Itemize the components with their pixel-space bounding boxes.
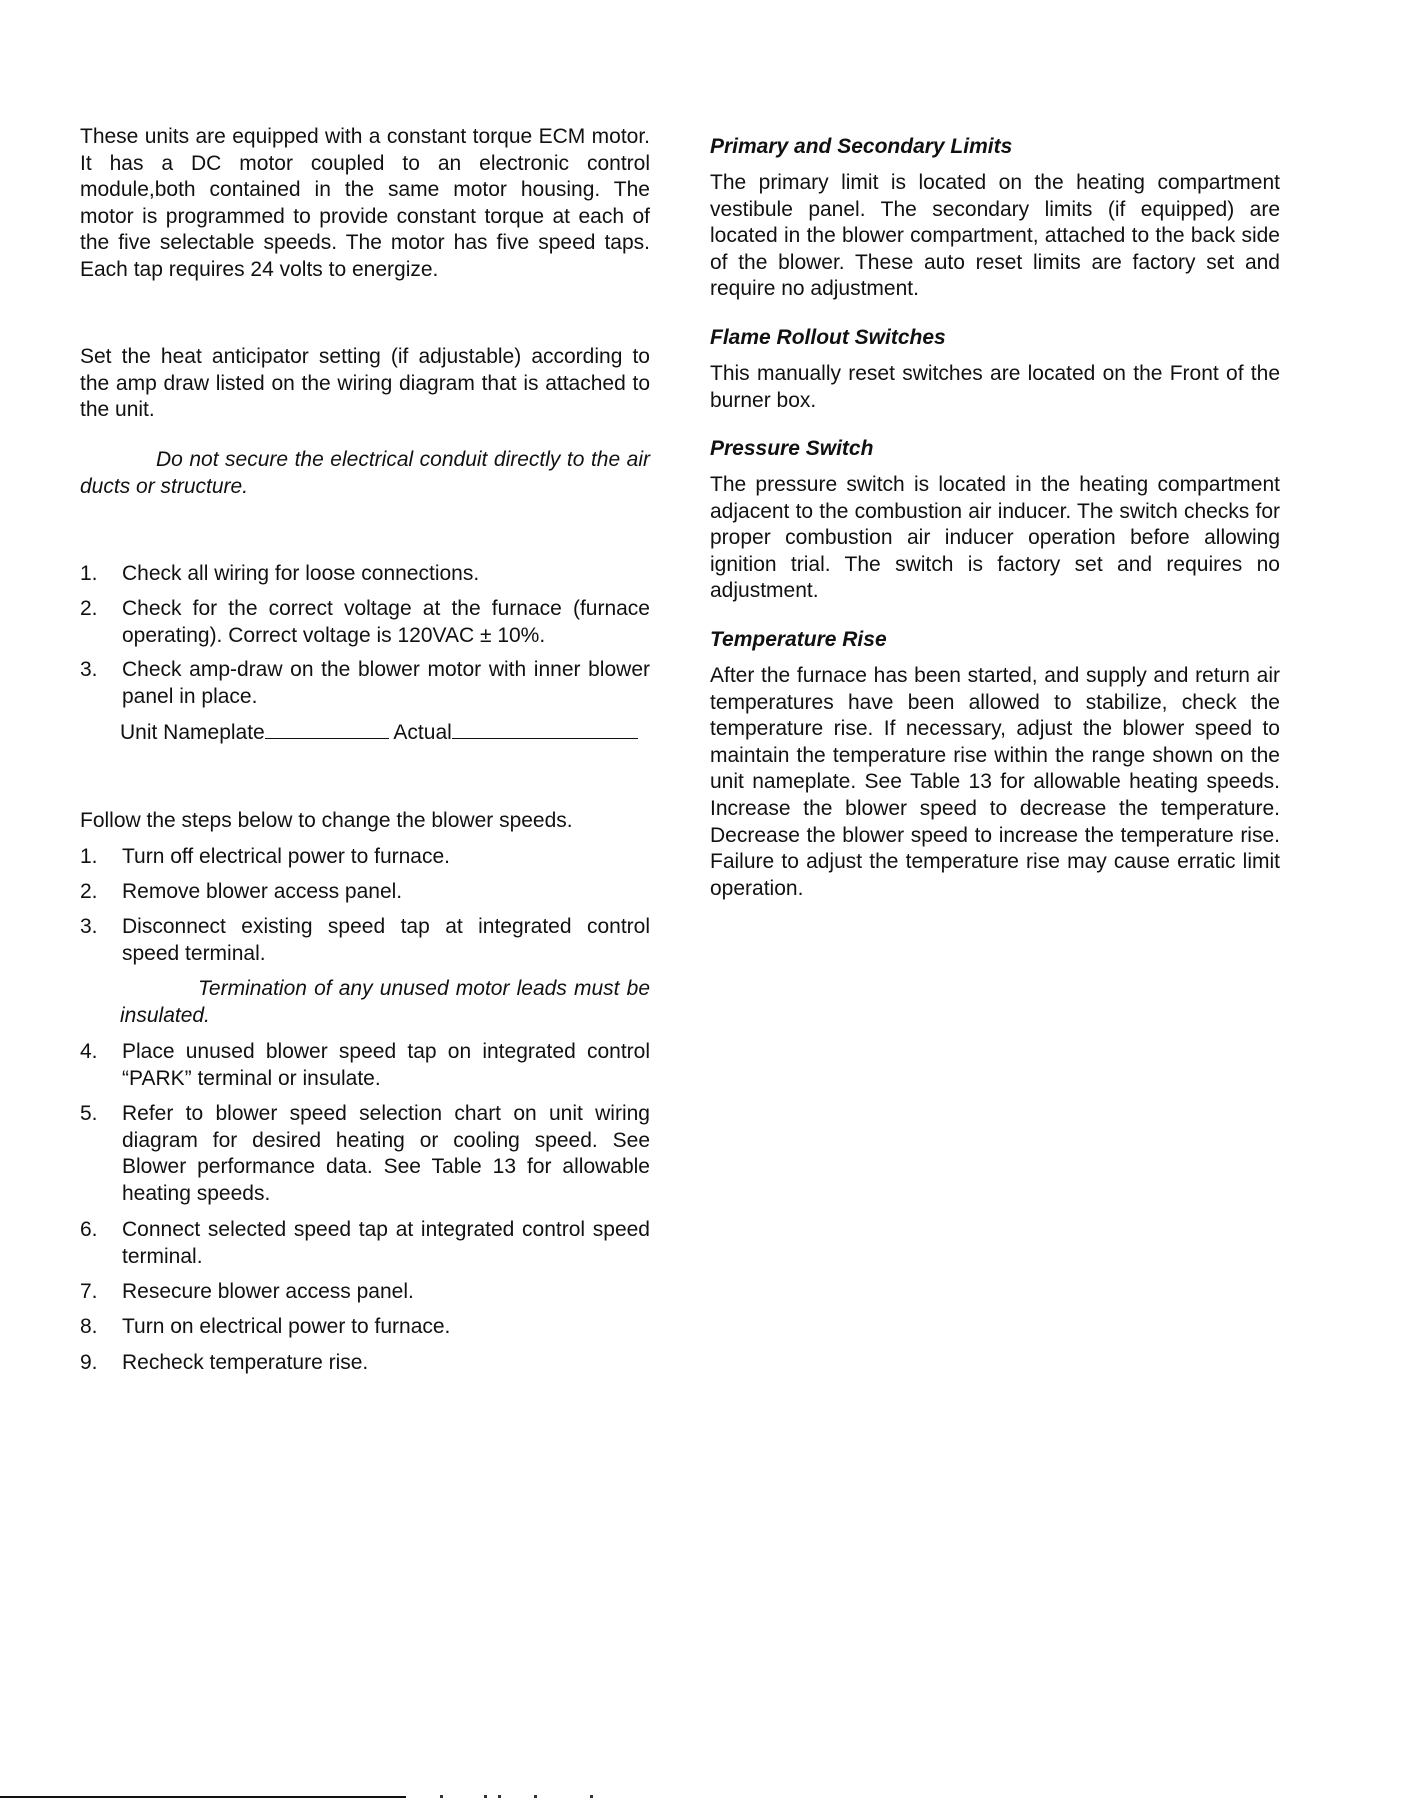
list-number: 4.: [80, 1040, 98, 1063]
speck: [498, 1795, 501, 1798]
actual-blank: [452, 719, 638, 739]
list-item: [80, 1350, 650, 1377]
speck: [534, 1795, 537, 1798]
blower-speed-intro: Follow the steps below to change the blower speeds.: [80, 809, 573, 832]
footer-rule: [0, 1796, 406, 1798]
list-number: 3.: [80, 658, 98, 681]
list-item: [80, 879, 650, 906]
list-item: [80, 1039, 650, 1092]
ecm-motor-paragraph: These units are equipped with a constant torque ECM motor. It has a DC motor coupled to an electronic control module,both contained in the same motor housing. The motor is programmed to provide constant torque at each of the five selectable speeds. The motor has five speed taps. Each tap requires 24 volts to energize.: [80, 125, 650, 281]
list-item: [80, 1217, 650, 1270]
list-number: 7.: [80, 1280, 98, 1303]
list-text: Turn on electrical power to furnace.: [122, 1315, 451, 1338]
list-item: [80, 844, 650, 871]
list-text: Refer to blower speed selection chart on unit wiring diagram for desired heating or cooling speed. See Blower performance data. See Table 13 for allowable heating speeds.: [122, 1102, 650, 1205]
list-item: [80, 1279, 650, 1306]
list-number: 2.: [80, 597, 98, 620]
nameplate-line: [120, 719, 650, 747]
section-heading: Primary and Secondary Limits: [710, 135, 1013, 158]
section-body: This manually reset switches are located on the Front of the burner box.: [710, 362, 1280, 412]
list-text: Turn off electrical power to furnace.: [122, 845, 450, 868]
section-heading: Pressure Switch: [710, 437, 874, 460]
list-item: [80, 914, 650, 967]
list-item: [80, 1314, 650, 1341]
list-text: Check for the correct voltage at the furnace (furnace operating). Correct voltage is 120VAC ± 10%.: [122, 597, 650, 647]
conduit-note: [80, 447, 650, 500]
list-item: [80, 561, 650, 588]
list-number: 1.: [80, 562, 98, 585]
list-text: Connect selected speed tap at integrated control speed terminal.: [122, 1218, 650, 1268]
list-item: [80, 1101, 650, 1207]
list-number: 9.: [80, 1351, 98, 1374]
motor-leads-note: [120, 976, 650, 1029]
list-text: Place unused blower speed tap on integrated control “PARK” terminal or insulate.: [122, 1040, 650, 1090]
section-body: The primary limit is located on the heating compartment vestibule panel. The secondary limits (if equipped) are located in the blower compartment, attached to the back side of the blower. These auto reset limits are factory set and require no adjustment.: [710, 171, 1280, 301]
speck: [440, 1795, 443, 1798]
list-number: 3.: [80, 915, 98, 938]
footer-specks: [440, 1795, 610, 1799]
list-text: Check all wiring for loose connections.: [122, 562, 480, 585]
nameplate-blank: [265, 719, 389, 739]
list-number: 8.: [80, 1315, 98, 1338]
section-body: After the furnace has been started, and supply and return air temperatures have been allowed to stabilize, check the temperature rise. If necessary, adjust the blower speed to maintain the temperature rise within the range shown on the unit nameplate. See Table 13 for allowable heating speeds. Increase the blower speed to decrease the temperature. Decrease the blower speed to increase the temperature rise. Failure to adjust the temperature rise may cause erratic limit operation.: [710, 664, 1280, 900]
list-item: [80, 657, 650, 710]
motor-leads-note-text: Termination of any unused motor leads must be insulated.: [120, 977, 650, 1027]
list-number: 2.: [80, 880, 98, 903]
list-number: 5.: [80, 1102, 98, 1125]
speck: [590, 1795, 593, 1798]
list-item: [80, 596, 650, 649]
nameplate-label: Unit Nameplate: [120, 721, 265, 744]
section-heading: Flame Rollout Switches: [710, 326, 946, 349]
section-body: The pressure switch is located in the heating compartment adjacent to the combustion air inducer. The switch checks for proper combustion air inducer operation before allowing ignition trial. The switch is factory set and requires no adjustment.: [710, 473, 1280, 603]
list-text: Check amp-draw on the blower motor with inner blower panel in place.: [122, 658, 650, 708]
list-number: 6.: [80, 1218, 98, 1241]
actual-label: Actual: [393, 721, 452, 744]
list-text: Disconnect existing speed tap at integrated control speed terminal.: [122, 915, 650, 965]
list-text: Remove blower access panel.: [122, 880, 403, 903]
list-number: 1.: [80, 845, 98, 868]
heat-anticipator-paragraph: Set the heat anticipator setting (if adjustable) according to the amp draw listed on the wiring diagram that is attached to the unit.: [80, 345, 650, 422]
speck: [484, 1795, 487, 1798]
conduit-note-text: Do not secure the electrical conduit directly to the air ducts or structure.: [80, 448, 650, 498]
section-heading: Temperature Rise: [710, 628, 887, 651]
list-text: Resecure blower access panel.: [122, 1280, 414, 1303]
list-text: Recheck temperature rise.: [122, 1351, 369, 1374]
